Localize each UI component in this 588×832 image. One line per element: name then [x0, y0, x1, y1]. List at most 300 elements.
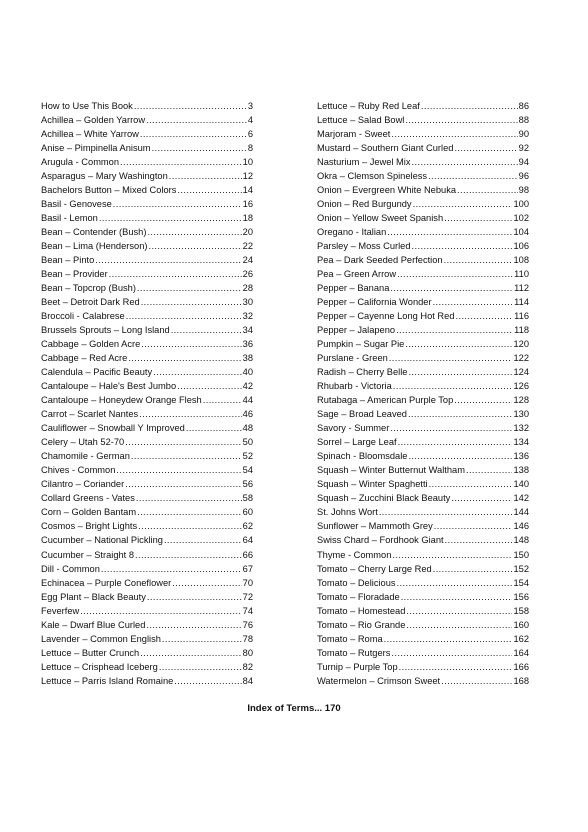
dot-leader [434, 519, 513, 533]
toc-entry [317, 337, 529, 351]
toc-entry-title: Marjoram - Sweet [317, 129, 391, 140]
toc-entry-page-number: 66 [242, 549, 253, 560]
dot-leader [466, 463, 513, 477]
dot-leader [413, 197, 513, 211]
toc-entry-title: Pumpkin – Sugar Pie [317, 339, 405, 350]
toc-entry [41, 267, 253, 281]
toc-entry [317, 463, 529, 477]
dot-leader [140, 127, 247, 141]
toc-entry-page-number: 150 [513, 549, 529, 560]
toc-entry-page-number: 38 [242, 353, 253, 364]
toc-entry-title: Broccoli - Calabrese [41, 311, 125, 322]
toc-entry [317, 618, 529, 632]
toc-entry-title: Pea – Green Arrow [317, 269, 397, 280]
toc-entry [41, 337, 253, 351]
toc-entry-page-number: 78 [242, 633, 253, 644]
dot-leader [441, 674, 512, 688]
toc-entry-page-number: 60 [242, 507, 253, 518]
toc-entry-page-number: 112 [514, 283, 529, 294]
toc-entry [317, 267, 529, 281]
toc-entry [41, 646, 253, 660]
toc-entry-title: Egg Plant – Black Beauty [41, 591, 146, 602]
toc-entry-title: Basil - Lemon [41, 213, 98, 224]
toc-entry [317, 562, 529, 576]
toc-entry-title: Nasturium – Jewel Mix [317, 157, 411, 168]
toc-entry-title: Purslane - Green [317, 353, 388, 364]
toc-entry [317, 351, 529, 365]
toc-entry-title: Swiss Chard – Fordhook Giant [317, 535, 444, 546]
toc-entry [41, 183, 253, 197]
dot-leader [454, 393, 512, 407]
toc-entry [317, 435, 529, 449]
toc-entry-title: Bachelors Button – Mixed Colors [41, 185, 177, 196]
toc-entry-page-number: 100 [513, 199, 529, 210]
toc-entry [317, 674, 529, 688]
toc-entry-page-number: 16 [242, 199, 253, 210]
toc-entry [41, 197, 253, 211]
dot-leader [384, 632, 513, 646]
toc-column-right [317, 99, 529, 688]
toc-entry [41, 519, 253, 533]
toc-entry [41, 435, 253, 449]
toc-entry-page-number: 18 [242, 213, 253, 224]
toc-entry-title: Watermelon – Crimson Sweet [317, 675, 441, 686]
toc-entry [317, 309, 529, 323]
toc-entry [41, 604, 253, 618]
dot-leader [174, 674, 241, 688]
toc-entry-page-number: 56 [242, 479, 253, 490]
toc-entry [41, 576, 253, 590]
toc-entry [41, 407, 253, 421]
toc-entry [41, 309, 253, 323]
dot-leader [134, 99, 247, 113]
toc-entry [41, 211, 253, 225]
dot-leader [109, 267, 242, 281]
toc-entry [317, 225, 529, 239]
toc-entry [317, 548, 529, 562]
toc-entry-title: Tomato – Rio Grande [317, 619, 406, 630]
toc-entry [317, 576, 529, 590]
toc-entry [317, 113, 529, 127]
toc-entry-title: Lettuce – Parris Island Romaine [41, 675, 174, 686]
toc-entry [41, 141, 253, 155]
toc-entry-title: Squash – Zucchini Black Beauty [317, 493, 451, 504]
toc-entry-title: Collard Greens - Vates [41, 493, 135, 504]
toc-entry-page-number: 148 [513, 535, 529, 546]
toc-entry [317, 660, 529, 674]
toc-entry [317, 449, 529, 463]
toc-entry [317, 197, 529, 211]
toc-entry-title: Corn – Golden Bantam [41, 507, 137, 518]
dot-leader [203, 393, 242, 407]
toc-entry [41, 379, 253, 393]
toc-entry [317, 632, 529, 646]
toc-entry [41, 477, 253, 491]
toc-entry-page-number: 140 [513, 479, 529, 490]
toc-entry [317, 491, 529, 505]
toc-entry-title: Chives - Common [41, 465, 116, 476]
toc-entry-page-number: 130 [513, 409, 529, 420]
dot-leader [393, 379, 513, 393]
toc-entry-title: Tomato – Cherry Large Red [317, 563, 432, 574]
toc-entry-title: Bean – Topcrop (Bush) [41, 283, 136, 294]
dot-leader [406, 604, 512, 618]
toc-entry [41, 351, 253, 365]
dot-leader [128, 351, 241, 365]
dot-leader [101, 562, 242, 576]
toc-entry-title: How to Use This Book [41, 101, 133, 111]
toc-entry [41, 393, 253, 407]
dot-leader [147, 590, 242, 604]
toc-entry-title: Carrot – Scarlet Nantes [41, 409, 139, 420]
toc-entry-title: Lavender – Common English [41, 633, 161, 644]
toc-entry-page-number: 76 [242, 619, 253, 630]
toc-entry-title: Calendula – Pacific Beauty [41, 367, 153, 378]
toc-entry-page-number: 12 [242, 171, 253, 182]
toc-entry-title: Bean – Lima (Henderson) [41, 241, 148, 252]
toc-entry [41, 618, 253, 632]
toc-entry [317, 407, 529, 421]
toc-entry-page-number: 106 [513, 241, 529, 252]
toc-entry [41, 421, 253, 435]
toc-entry-title: Bean – Provider [41, 269, 108, 280]
toc-entry-page-number: 94 [518, 157, 529, 168]
dot-leader [136, 491, 242, 505]
toc-entry-page-number: 164 [513, 647, 529, 658]
toc-entry-title: Kale – Dwarf Blue Curled [41, 619, 146, 630]
toc-entry-page-number: 138 [513, 465, 529, 476]
toc-entry [41, 590, 253, 604]
toc-entry-page-number: 144 [513, 507, 529, 518]
toc-entry-page-number: 22 [242, 241, 253, 252]
toc-entry-title: Squash – Winter Butternut Waltham [317, 465, 465, 476]
toc-entry-page-number: 126 [513, 381, 529, 392]
toc-entry-title: Squash – Winter Spaghetti [317, 479, 428, 490]
toc-entry-title: Bean – Pinto [41, 255, 95, 266]
dot-leader [398, 435, 513, 449]
toc-entry-page-number: 92 [518, 143, 529, 154]
toc-entry [41, 533, 253, 547]
dot-leader [141, 337, 241, 351]
toc-entry-page-number: 82 [242, 661, 253, 672]
toc-entry-page-number: 54 [242, 465, 253, 476]
toc-entry-title: Pepper – California Wonder [317, 297, 432, 308]
toc-entry [41, 239, 253, 253]
dot-leader [401, 590, 513, 604]
toc-entry [41, 449, 253, 463]
toc-entry [317, 421, 529, 435]
dot-leader [405, 337, 512, 351]
dot-leader [135, 548, 242, 562]
toc-entry-page-number: 8 [247, 143, 253, 154]
toc-entry-page-number: 40 [242, 367, 253, 378]
toc-entry-title: Pepper – Jalapeno [317, 325, 396, 336]
dot-leader [95, 253, 241, 267]
toc-entry [317, 379, 529, 393]
toc-entry [41, 660, 253, 674]
toc-entry [41, 632, 253, 646]
toc-entry [317, 323, 529, 337]
toc-entry-page-number: 110 [514, 269, 529, 280]
dot-leader [99, 211, 242, 225]
toc-entry-page-number: 20 [242, 227, 253, 238]
toc-entry-title: Feverfew [41, 605, 80, 616]
toc-entry-title: Chamomile - German [41, 451, 130, 462]
toc-entry [317, 127, 529, 141]
dot-leader [433, 295, 514, 309]
toc-entry-title: Pepper – Cayenne Long Hot Red [317, 311, 455, 322]
toc-entry-page-number: 3 [247, 101, 253, 111]
dot-leader [186, 421, 242, 435]
toc-entry-page-number: 168 [513, 675, 529, 686]
dot-leader [389, 351, 513, 365]
toc-entry-page-number: 4 [247, 115, 253, 126]
toc-entry [41, 281, 253, 295]
toc-entry-title: Parsley – Moss Curled [317, 241, 411, 252]
toc-entry-page-number: 136 [513, 451, 529, 462]
toc-entry-page-number: 86 [518, 101, 529, 111]
dot-leader [421, 99, 518, 113]
toc-entry-title: Onion – Evergreen White Nebuka [317, 185, 457, 196]
toc-entry-title: Achillea – White Yarrow [41, 129, 139, 140]
toc-entry-title: Echinacea – Purple Coneflower [41, 577, 172, 588]
toc-entry-page-number: 156 [513, 591, 529, 602]
toc-entry-title: Tomato – Delicious [317, 577, 396, 588]
toc-entry-title: Cantaloupe – Honeydew Orange Flesh [41, 395, 202, 406]
toc-entry [41, 505, 253, 519]
dot-leader [408, 449, 512, 463]
dot-leader [159, 660, 242, 674]
toc-entry [317, 590, 529, 604]
toc-entry-title: Sage – Broad Leaved [317, 409, 407, 420]
dot-leader [457, 183, 518, 197]
toc-entry-page-number: 108 [513, 255, 529, 266]
toc-entry-title: Pepper – Banana [317, 283, 390, 294]
toc-entry-page-number: 64 [242, 535, 253, 546]
toc-entry-title: Thyme - Common [317, 549, 392, 560]
dot-leader [444, 211, 512, 225]
toc-entry [317, 477, 529, 491]
toc-entry [317, 253, 529, 267]
dot-leader [171, 323, 242, 337]
toc-entry-page-number: 102 [513, 213, 529, 224]
toc-entry-page-number: 32 [242, 311, 253, 322]
toc-entry-page-number: 134 [513, 437, 529, 448]
toc-entry-title: Onion – Red Burgundy [317, 199, 412, 210]
toc-entry-page-number: 98 [518, 185, 529, 196]
toc-column-left [41, 99, 253, 688]
dot-leader [397, 576, 513, 590]
dot-leader [126, 309, 242, 323]
toc-entry [41, 169, 253, 183]
toc-entry-title: Radish – Cherry Belle [317, 367, 408, 378]
dot-leader [445, 533, 513, 547]
dot-leader [391, 127, 517, 141]
toc-entry [317, 295, 529, 309]
toc-entry-title: Brussels Sprouts – Long Island [41, 325, 170, 336]
toc-entry-page-number: 158 [513, 605, 529, 616]
dot-leader [412, 239, 513, 253]
toc-entry-title: Okra – Clemson Spineless [317, 171, 428, 182]
toc-entry-page-number: 152 [513, 563, 529, 574]
dot-leader [80, 604, 241, 618]
toc-entry-page-number: 74 [242, 605, 253, 616]
toc-entry-title: Cilantro – Coriander [41, 479, 125, 490]
toc-entry-title: Arugula - Common [41, 157, 120, 168]
toc-entry [41, 295, 253, 309]
toc-entry [317, 646, 529, 660]
toc-entry [41, 253, 253, 267]
toc-entry-title: Mustard – Southern Giant Curled [317, 143, 454, 154]
toc-entry-page-number: 6 [247, 129, 253, 140]
toc-entry-title: Sorrel – Large Leaf [317, 437, 397, 448]
dot-leader [148, 239, 241, 253]
toc-entry [41, 491, 253, 505]
toc-entry-page-number: 96 [518, 171, 529, 182]
toc-entry-page-number: 50 [242, 437, 253, 448]
toc-entry-page-number: 116 [514, 311, 529, 322]
toc-entry-title: Sunflower – Mammoth Grey [317, 521, 433, 532]
dot-leader [120, 155, 242, 169]
index-of-terms-entry: Index of Terms... 170 [247, 703, 341, 714]
dot-leader [412, 155, 518, 169]
dot-leader [141, 295, 242, 309]
dot-leader [131, 449, 242, 463]
dot-leader [428, 169, 518, 183]
toc-entry-title: Anise – Pimpinella Anisum [41, 143, 151, 154]
dot-leader [177, 183, 241, 197]
toc-entry-title: Cucumber – Straight 8 [41, 549, 135, 560]
dot-leader [137, 505, 242, 519]
dot-leader [172, 576, 241, 590]
toc-entry-page-number: 128 [513, 395, 529, 406]
toc-entry-title: Oregano - Italian [317, 227, 387, 238]
toc-entry-page-number: 154 [513, 577, 529, 588]
dot-leader [391, 646, 512, 660]
toc-entry-title: Tomato – Roma [317, 633, 383, 644]
toc-entry [41, 127, 253, 141]
toc-entry [317, 141, 529, 155]
toc-entry-title: Onion – Yellow Sweet Spanish [317, 213, 444, 224]
toc-entry-page-number: 122 [513, 353, 529, 364]
toc-entry-title: St. Johns Wort [317, 507, 378, 518]
dot-leader [116, 463, 241, 477]
toc-entry-page-number: 26 [242, 269, 253, 280]
toc-entry-page-number: 52 [242, 451, 253, 462]
toc-entry-page-number: 104 [513, 227, 529, 238]
dot-leader [390, 281, 513, 295]
toc-entry-page-number: 46 [242, 409, 253, 420]
toc-entry [317, 604, 529, 618]
toc-entry-title: Cauliflower – Snowball Y Improved [41, 423, 185, 434]
toc-entry [41, 463, 253, 477]
toc-entry-title: Turnip – Purple Top [317, 661, 398, 672]
toc-entry-title: Savory - Summer [317, 423, 390, 434]
toc-entry [41, 365, 253, 379]
toc-entry [317, 519, 529, 533]
toc-entry-page-number: 118 [514, 325, 529, 336]
toc-entry-page-number: 10 [242, 157, 253, 168]
toc-entry-page-number: 34 [242, 325, 253, 336]
dot-leader [139, 407, 242, 421]
toc-entry [41, 562, 253, 576]
toc-entry-page-number: 88 [518, 115, 529, 126]
dot-leader [169, 169, 242, 183]
dot-leader [408, 365, 512, 379]
toc-entry-title: Achillea – Golden Yarrow [41, 115, 146, 126]
dot-leader [444, 253, 513, 267]
toc-entry-title: Lettuce – Butter Crunch [41, 647, 140, 658]
toc-entry-page-number: 67 [242, 563, 253, 574]
toc-entry-page-number: 14 [242, 185, 253, 196]
toc-entry-page-number: 146 [513, 521, 529, 532]
toc-entry-title: Cabbage – Red Acre [41, 353, 128, 364]
toc-entry-title: Rutabaga – American Purple Top [317, 395, 454, 406]
dot-leader [387, 225, 512, 239]
toc-entry-page-number: 120 [513, 339, 529, 350]
dot-leader [147, 225, 241, 239]
toc-entry-title: Tomato – Homestead [317, 605, 406, 616]
dot-leader [137, 281, 242, 295]
toc-entry-title: Basil - Genovese [41, 199, 112, 210]
toc-entry-page-number: 24 [242, 255, 253, 266]
toc-entry [41, 225, 253, 239]
toc-entry [41, 548, 253, 562]
dot-leader [399, 660, 513, 674]
toc-entry-page-number: 124 [513, 367, 529, 378]
toc-entry [317, 505, 529, 519]
dot-leader [390, 421, 512, 435]
toc-entry-title: Tomato – Floradade [317, 591, 400, 602]
toc-entry [317, 281, 529, 295]
toc-entry-page-number: 44 [242, 395, 253, 406]
dot-leader [146, 618, 241, 632]
dot-leader [125, 435, 241, 449]
toc-entry [317, 169, 529, 183]
dot-leader [454, 141, 517, 155]
toc-entry-page-number: 160 [513, 619, 529, 630]
toc-entry [317, 183, 529, 197]
toc-entry-title: Bean – Contender (Bush) [41, 227, 147, 238]
toc-entry-page-number: 48 [242, 423, 253, 434]
toc-entry-page-number: 84 [242, 675, 253, 686]
toc-entry-page-number: 28 [242, 283, 253, 294]
toc-entry-page-number: 162 [513, 633, 529, 644]
dot-leader [392, 548, 512, 562]
toc-entry [317, 533, 529, 547]
toc-entry-page-number: 62 [242, 521, 253, 532]
toc-entry-page-number: 30 [242, 297, 253, 308]
toc-entry-page-number: 58 [242, 493, 253, 504]
toc-entry-title: Pea – Dark Seeded Perfection [317, 255, 443, 266]
toc-entry-title: Cabbage – Golden Acre [41, 339, 141, 350]
dot-leader [433, 562, 513, 576]
toc-entry [41, 323, 253, 337]
dot-leader [146, 113, 247, 127]
toc-entry-title: Spinach - Bloomsdale [317, 451, 408, 462]
toc-entry-title: Dill - Common [41, 563, 100, 574]
dot-leader [455, 309, 513, 323]
toc-entry [41, 155, 253, 169]
toc-entry-page-number: 132 [513, 423, 529, 434]
dot-leader [177, 379, 242, 393]
dot-leader [408, 407, 513, 421]
toc-entry [317, 155, 529, 169]
toc-entry-page-number: 166 [513, 661, 529, 672]
dot-leader [451, 491, 512, 505]
toc-entry-page-number: 142 [513, 493, 529, 504]
toc-entry [317, 393, 529, 407]
